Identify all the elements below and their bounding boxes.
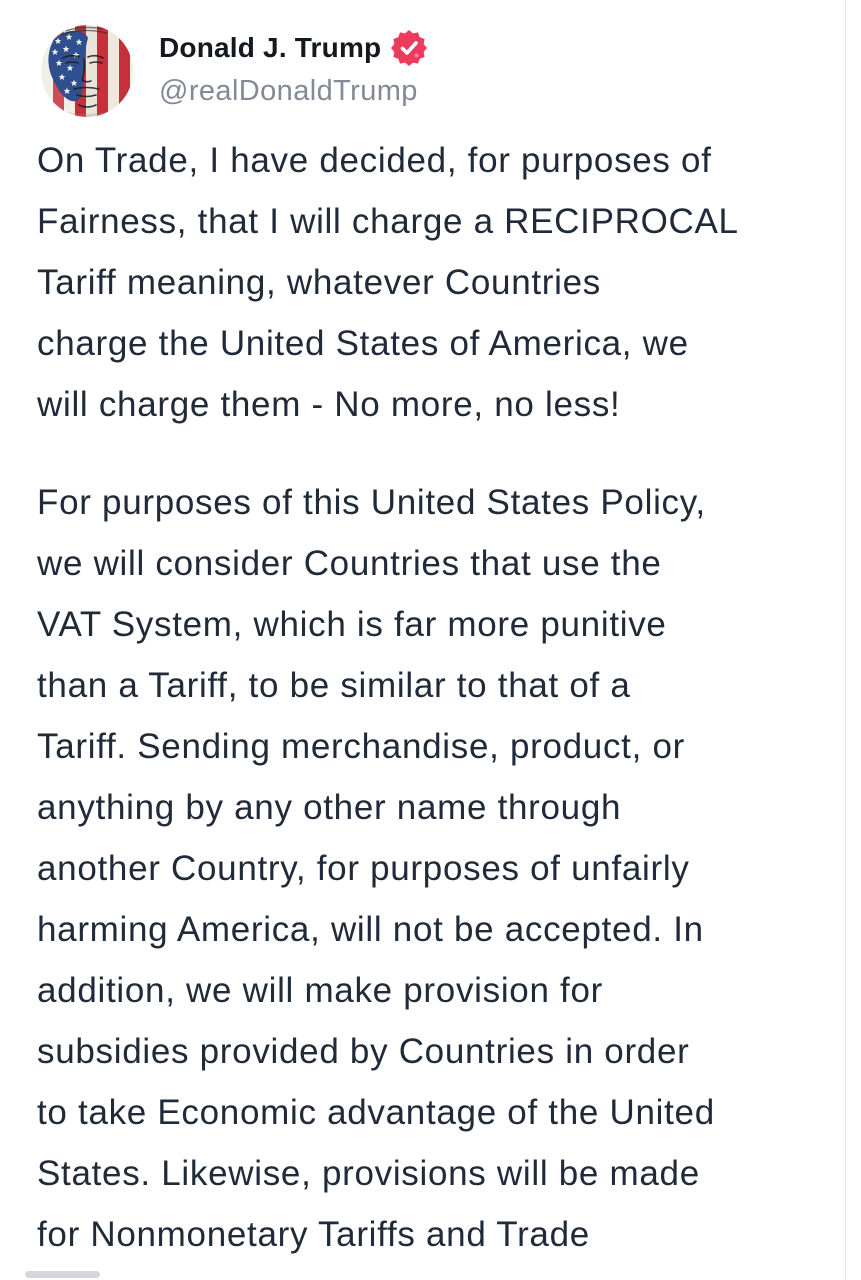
post-text-line: Tariff meaning, whatever Countries [37,263,601,302]
author-handle[interactable]: @realDonaldTrump [159,75,418,107]
post-text-line: than a Tariff, to be similar to that of a [37,666,631,705]
clipped-next-line-hint [25,1271,100,1278]
post-text-line: For purposes of this United States Policy, [37,483,706,522]
post-text-line: charge the United States of America, we [37,324,689,363]
post-text-line: addition, we will make provision for [37,971,603,1010]
post-text-line: to take Economic advantage of the United [37,1093,715,1132]
post-text-line: for Nonmonetary Tariffs and Trade [37,1215,590,1254]
verified-badge-icon [391,30,427,66]
post-text-line: subsidies provided by Countries in order [37,1032,690,1071]
author-block [159,25,427,109]
post-text-line: another Country, for purposes of unfairly [37,849,690,888]
post-paragraph [37,472,837,1265]
author-row [159,29,427,67]
post-text-line: will charge them - No more, no less! [37,385,621,424]
author-name[interactable]: Donald J. Trump [159,32,382,63]
avatar[interactable] [41,25,133,117]
post-body [0,130,861,1265]
post-text-line: anything by any other name through [37,788,622,827]
avatar-image [41,25,133,117]
post-text-line: Tariff. Sending merchandise, product, or [37,727,685,766]
post-text-line: VAT System, which is far more punitive [37,605,667,644]
post-text-line: States. Likewise, provisions will be made [37,1154,700,1193]
post-text-line: we will consider Countries that use the [37,544,662,583]
content-right-border [845,0,846,1280]
post-text-line: harming America, will not be accepted. In [37,910,704,949]
post-text-line: Fairness, that I will charge a RECIPROCAL [37,202,739,241]
post-paragraph [37,130,837,435]
post-text-line: On Trade, I have decided, for purposes of [37,141,712,180]
post-header [0,0,861,117]
